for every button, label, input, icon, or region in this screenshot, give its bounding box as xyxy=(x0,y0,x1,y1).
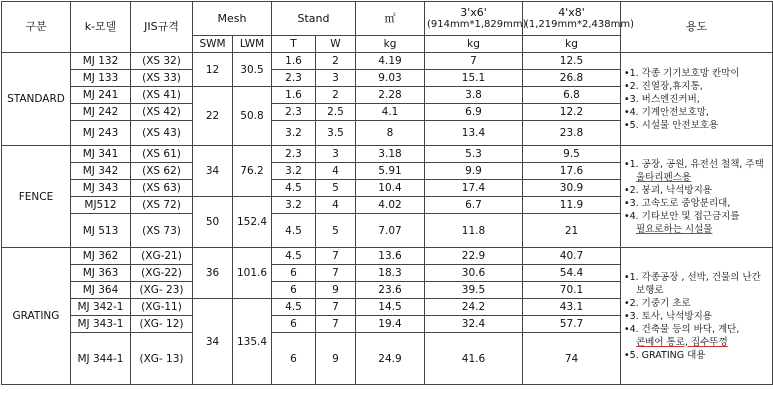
sheet-3x6-label: 3'x6' xyxy=(460,6,487,19)
table-row xyxy=(2,53,773,70)
usage-line: •3. 토사, 낙석방지용 xyxy=(624,310,712,322)
t-cell: 4.5 xyxy=(272,248,316,265)
weight-4x8-cell: 6.8 xyxy=(523,87,621,104)
usage-cell xyxy=(621,53,773,146)
model-cell: MJ 364 xyxy=(71,282,131,299)
lwm-cell: 101.6 xyxy=(233,248,272,299)
sqm-cell: 4.1 xyxy=(356,104,425,121)
t-cell: 3.2 xyxy=(272,163,316,180)
swm-cell: 12 xyxy=(193,53,233,87)
w-cell: 2 xyxy=(316,87,356,104)
model-cell: MJ 343 xyxy=(71,180,131,197)
t-cell: 6 xyxy=(272,316,316,333)
sheet-3x6-size: (914mm*1,829mm) xyxy=(427,19,527,30)
sqm-cell: 19.4 xyxy=(356,316,425,333)
sqm-cell: 7.07 xyxy=(356,214,425,248)
usage-line: 울타리펜스용 xyxy=(636,171,692,183)
w-cell: 3 xyxy=(316,70,356,87)
jis-cell: (XS 32) xyxy=(131,53,193,70)
jis-header: JIS규격 xyxy=(131,2,193,53)
model-cell: MJ 133 xyxy=(71,70,131,87)
swm-cell: 34 xyxy=(193,146,233,197)
t-cell: 2.3 xyxy=(272,146,316,163)
usage-line: •4. 건축물 등의 바닥, 계단, xyxy=(624,323,740,335)
sqm-cell: 3.18 xyxy=(356,146,425,163)
weight-4x8-cell: 74 xyxy=(523,333,621,385)
stand-header: Stand xyxy=(272,2,356,36)
lwm-cell: 30.5 xyxy=(233,53,272,87)
category-cell: STANDARD xyxy=(2,53,71,146)
weight-4x8-cell: 23.8 xyxy=(523,121,621,146)
t-cell: 3.2 xyxy=(272,121,316,146)
swm-header: SWM xyxy=(193,36,233,53)
weight-3x6-cell: 24.2 xyxy=(425,299,523,316)
swm-cell: 36 xyxy=(193,248,233,299)
w-header: W xyxy=(316,36,356,53)
sqm-cell: 4.19 xyxy=(356,53,425,70)
swm-cell: 22 xyxy=(193,87,233,146)
weight-4x8-cell: 40.7 xyxy=(523,248,621,265)
usage-line: 보행로 xyxy=(636,284,664,296)
weight-3x6-cell: 22.9 xyxy=(425,248,523,265)
sheet-4x8-header xyxy=(523,2,635,36)
jis-cell: (XS 62) xyxy=(131,163,193,180)
weight-4x8-cell: 43.1 xyxy=(523,299,621,316)
spec-table xyxy=(1,1,773,385)
t-cell: 1.6 xyxy=(272,87,316,104)
jis-cell: (XG- 13) xyxy=(131,333,193,385)
model-cell: MJ 241 xyxy=(71,87,131,104)
weight-3x6-cell: 9.9 xyxy=(425,163,523,180)
lwm-cell: 135.4 xyxy=(233,299,272,385)
jis-cell: (XS 42) xyxy=(131,104,193,121)
model-cell: MJ 343-1 xyxy=(71,316,131,333)
usage-line: •4. 기타보안 및 접근금지를 xyxy=(624,210,740,222)
t-cell: 6 xyxy=(272,333,316,385)
weight-3x6-cell: 13.4 xyxy=(425,121,523,146)
t-cell: 4.5 xyxy=(272,214,316,248)
weight-4x8-cell: 12.5 xyxy=(523,53,621,70)
model-cell: MJ 342-1 xyxy=(71,299,131,316)
jis-cell: (XG- 23) xyxy=(131,282,193,299)
model-header: k-모델 xyxy=(71,2,131,53)
header-row-1 xyxy=(2,2,773,36)
table-row xyxy=(2,248,773,265)
w-cell: 9 xyxy=(316,282,356,299)
t-header: T xyxy=(272,36,316,53)
jis-cell: (XG-11) xyxy=(131,299,193,316)
jis-cell: (XS 43) xyxy=(131,121,193,146)
t-cell: 3.2 xyxy=(272,197,316,214)
lwm-cell: 76.2 xyxy=(233,146,272,197)
weight-4x8-cell: 30.9 xyxy=(523,180,621,197)
sheet-3x6-header xyxy=(425,2,527,36)
usage-line: 콘베어 통로, 집수뚜껑 xyxy=(636,336,728,348)
weight-4x8-cell: 12.2 xyxy=(523,104,621,121)
sqm-cell: 14.5 xyxy=(356,299,425,316)
jis-cell: (XG- 12) xyxy=(131,316,193,333)
usage-line: •5. 시설물 안전보호용 xyxy=(624,119,719,131)
weight-4x8-cell: 11.9 xyxy=(523,197,621,214)
model-cell: MJ 242 xyxy=(71,104,131,121)
w-cell: 7 xyxy=(316,265,356,282)
weight-3x6-cell: 39.5 xyxy=(425,282,523,299)
w-cell: 7 xyxy=(316,248,356,265)
t-cell: 6 xyxy=(272,282,316,299)
usage-line: 필요로하는 시설물 xyxy=(636,223,713,235)
weight-3x6-cell: 41.6 xyxy=(425,333,523,385)
weight-4x8-cell: 70.1 xyxy=(523,282,621,299)
usage-line: •2. 붕괴, 낙석방지용 xyxy=(624,184,712,196)
model-cell: MJ 341 xyxy=(71,146,131,163)
weight-4x8-cell: 21 xyxy=(523,214,621,248)
weight-3x6-cell: 30.6 xyxy=(425,265,523,282)
model-cell: MJ 132 xyxy=(71,53,131,70)
sqm-header: ㎡ xyxy=(356,2,425,36)
t-cell: 4.5 xyxy=(272,180,316,197)
w-cell: 9 xyxy=(316,333,356,385)
weight-3x6-cell: 5.3 xyxy=(425,146,523,163)
sqm-cell: 24.9 xyxy=(356,333,425,385)
usage-line: •1. 각종 기기보호망 칸막이 xyxy=(624,67,740,79)
t-cell: 4.5 xyxy=(272,299,316,316)
jis-cell: (XG-21) xyxy=(131,248,193,265)
weight-4x8-cell: 54.4 xyxy=(523,265,621,282)
weight-3x6-cell: 3.8 xyxy=(425,87,523,104)
lwm-cell: 50.8 xyxy=(233,87,272,146)
jis-cell: (XS 63) xyxy=(131,180,193,197)
swm-cell: 34 xyxy=(193,299,233,385)
w-cell: 2 xyxy=(316,53,356,70)
mesh-header: Mesh xyxy=(193,2,272,36)
weight-3x6-cell: 6.9 xyxy=(425,104,523,121)
w-cell: 7 xyxy=(316,316,356,333)
w-cell: 4 xyxy=(316,163,356,180)
spec-table-body xyxy=(2,53,773,385)
sqm-cell: 13.6 xyxy=(356,248,425,265)
w-cell: 5 xyxy=(316,214,356,248)
weight-4x8-cell: 9.5 xyxy=(523,146,621,163)
sqm-cell: 9.03 xyxy=(356,70,425,87)
sqm-unit: kg xyxy=(356,36,425,53)
usage-line: •1. 공장, 공원, 유전선 철책, 주택 xyxy=(624,158,764,170)
category-header: 구분 xyxy=(2,2,71,53)
weight-3x6-cell: 17.4 xyxy=(425,180,523,197)
lwm-cell: 152.4 xyxy=(233,197,272,248)
t-cell: 6 xyxy=(272,265,316,282)
usage-line: •3. 고속도로 중앙분리대, xyxy=(624,197,731,209)
usage-line: •1. 각종공장 , 선박, 건물의 난간 xyxy=(624,271,761,283)
w-cell: 3 xyxy=(316,146,356,163)
t-cell: 2.3 xyxy=(272,104,316,121)
usage-cell xyxy=(621,146,773,248)
sheet-4x8-size: (1,219mm*2,438mm) xyxy=(525,19,635,30)
sqm-cell: 10.4 xyxy=(356,180,425,197)
sqm-cell: 8 xyxy=(356,121,425,146)
sqm-cell: 4.02 xyxy=(356,197,425,214)
sqm-cell: 23.6 xyxy=(356,282,425,299)
jis-cell: (XG-22) xyxy=(131,265,193,282)
sqm-cell: 18.3 xyxy=(356,265,425,282)
sheet-4x8-label: 4'x8' xyxy=(558,6,585,19)
jis-cell: (XS 61) xyxy=(131,146,193,163)
weight-3x6-cell: 32.4 xyxy=(425,316,523,333)
category-cell: GRATING xyxy=(2,248,71,385)
sqm-cell: 5.91 xyxy=(356,163,425,180)
jis-cell: (XS 41) xyxy=(131,87,193,104)
jis-cell: (XS 73) xyxy=(131,214,193,248)
model-cell: MJ 363 xyxy=(71,265,131,282)
w-cell: 2.5 xyxy=(316,104,356,121)
t-cell: 1.6 xyxy=(272,53,316,70)
weight-3x6-cell: 11.8 xyxy=(425,214,523,248)
weight-3x6-cell: 6.7 xyxy=(425,197,523,214)
jis-cell: (XS 72) xyxy=(131,197,193,214)
weight-3x6-cell: 15.1 xyxy=(425,70,523,87)
weight-4x8-cell: 26.8 xyxy=(523,70,621,87)
sheet-3x6-unit: kg xyxy=(425,36,523,53)
model-cell: MJ 513 xyxy=(71,214,131,248)
jis-cell: (XS 33) xyxy=(131,70,193,87)
sheet-4x8-unit: kg xyxy=(523,36,621,53)
w-cell: 4 xyxy=(316,197,356,214)
usage-cell xyxy=(621,248,773,385)
usage-line: •3. 버스엔진커버, xyxy=(624,93,700,105)
swm-cell: 50 xyxy=(193,197,233,248)
usage-line: •2. 기중기 초로 xyxy=(624,297,691,309)
table-row xyxy=(2,146,773,163)
weight-4x8-cell: 17.6 xyxy=(523,163,621,180)
model-cell: MJ512 xyxy=(71,197,131,214)
w-cell: 5 xyxy=(316,180,356,197)
lwm-header: LWM xyxy=(233,36,272,53)
usage-line: •5. GRATING 대용 xyxy=(624,349,706,361)
w-cell: 7 xyxy=(316,299,356,316)
weight-4x8-cell: 57.7 xyxy=(523,316,621,333)
model-cell: MJ 362 xyxy=(71,248,131,265)
sqm-cell: 2.28 xyxy=(356,87,425,104)
w-cell: 3.5 xyxy=(316,121,356,146)
model-cell: MJ 342 xyxy=(71,163,131,180)
category-cell: FENCE xyxy=(2,146,71,248)
usage-line: •2. 진열장,휴지통, xyxy=(624,80,703,92)
model-cell: MJ 243 xyxy=(71,121,131,146)
t-cell: 2.3 xyxy=(272,70,316,87)
usage-line: •4. 기계안전보호망, xyxy=(624,106,709,118)
usage-header: 용도 xyxy=(621,2,773,53)
weight-3x6-cell: 7 xyxy=(425,53,523,70)
model-cell: MJ 344-1 xyxy=(71,333,131,385)
